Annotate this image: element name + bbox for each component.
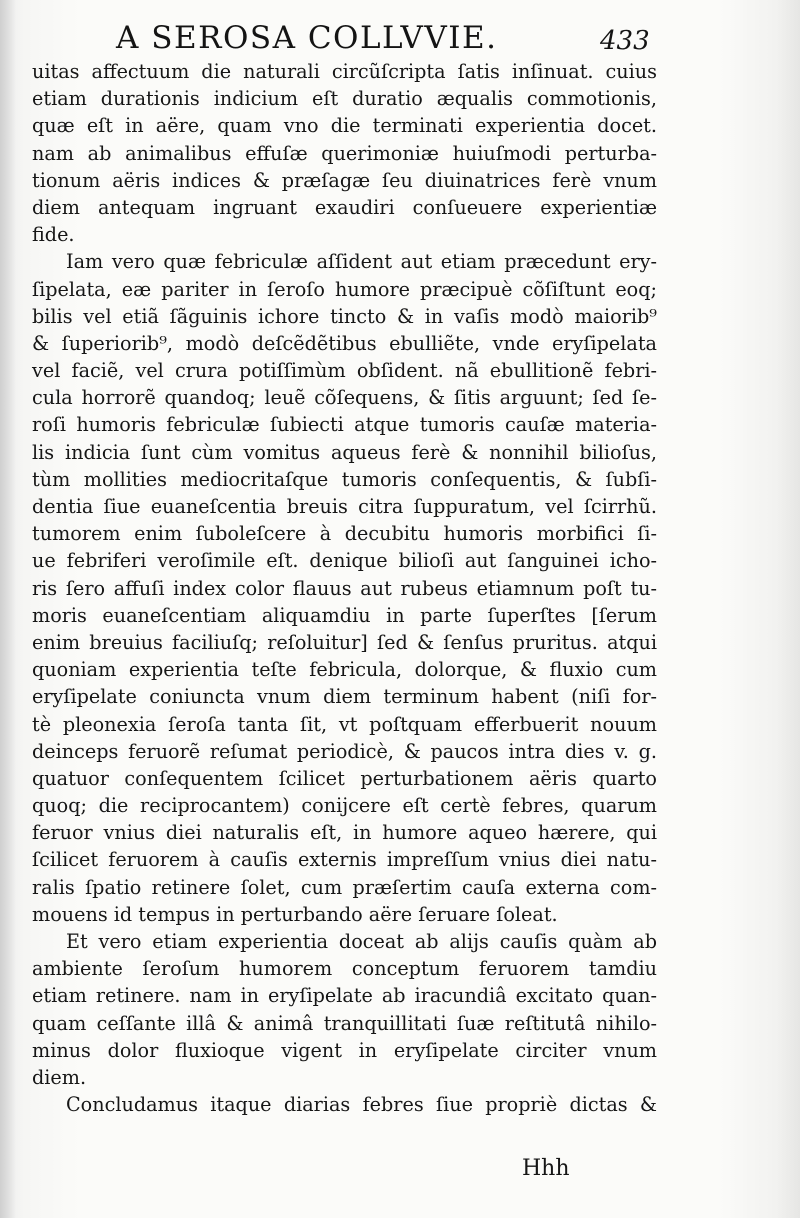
text-line: & ſuperiorib⁹, modò deſcẽdẽtibus ebulliẽte, vnde eryſipelata (32, 331, 657, 355)
text-line: ralis ſpatio retinere ſolet, cum præſertim cauſa externa com- (32, 875, 657, 899)
text-line: lis indicia ſunt cùm vomitus aqueus ferè & nonnihil bilioſus, (32, 440, 657, 464)
text-line: etiam durationis indicium eſt duratio æqualis commotionis, (32, 87, 657, 111)
text-line: Concludamus itaque diarias febres ſiue propriè dictas & (66, 1093, 657, 1117)
text-line: roſi humoris febriculæ ſubiecti atque tumoris cauſæ materia- (32, 413, 657, 437)
text-line: cula horrorẽ quandoq; leuẽ cõſequens, & ſitis arguunt; ſed ſe- (32, 386, 657, 410)
text-line: quam ceſſante illâ & animâ tranquillitati ſuæ reſtitutâ nihilo- (32, 1011, 657, 1035)
text-line: bilis vel etiã ſãguinis ichore tincto & in vaſis modò maiorib⁹ (32, 304, 657, 328)
signature-mark: Hhh (522, 1156, 570, 1181)
page-number: 433 (600, 26, 650, 56)
text-line: ris ſero affuſi index color flauus aut rubeus etiamnum poſt tu- (32, 576, 657, 600)
text-line: diem. (32, 1065, 87, 1089)
text-line: quoniam experientia teſte febricula, dolorque, & fluxio cum (32, 658, 657, 682)
text-line: dentia ſiue euaneſcentia breuis citra ſuppuratum, vel ſcirrhũ. (32, 495, 657, 518)
text-line: vel faciẽ, vel crura potiſſimùm obſident. nã ebullitionẽ febri- (32, 359, 657, 383)
text-line: minus dolor fluxioque vigent in eryſipelate circiter vnum (32, 1038, 657, 1062)
text-line: eryſipelate coniuncta vnum diem terminum habent (niſi for- (32, 685, 657, 709)
page-header (0, 20, 800, 60)
page-gutter-shadow (0, 0, 16, 1218)
text-line: nam ab animalibus effuſæ querimoniæ huiuſmodi perturba- (32, 141, 657, 165)
text-line: ue febriferi veroſimile eſt. denique bilioſi aut ſanguinei icho- (32, 549, 657, 573)
text-line: Et vero etiam experientia doceat ab alijs cauſis quàm ab (66, 930, 657, 953)
text-line: quoq; die reciprocantem) conijcere eſt certè febres, quarum (32, 794, 657, 818)
text-line: enim breuius faciliuſq; reſoluitur] ſed & ſenſus pruritus. atqui (32, 630, 657, 654)
text-line: ſcilicet feruorem à cauſis externis impreſſum vnius diei natu- (32, 848, 657, 872)
text-line: quæ eſt in aëre, quam vno die terminati experientia docet. (32, 114, 657, 138)
text-line: ſipelata, eæ pariter in ſeroſo humore præcipuè cõſiſtunt eoq; (32, 277, 657, 301)
page-footer (0, 1156, 800, 1190)
text-line: ambiente ſeroſum humorem conceptum feruorem tamdiu (32, 957, 657, 981)
text-line: quatuor conſequentem ſcilicet perturbationem aëris quarto (32, 766, 657, 790)
text-line: etiam retinere. nam in eryſipelate ab iracundiâ excitato quan- (32, 984, 657, 1008)
text-line: feruor vnius diei naturalis eſt, in humore aqueo hærere, qui (32, 821, 657, 845)
text-line: tionum aëris indices & præſagæ ſeu diuinatrices ferè vnum (32, 168, 657, 192)
text-line: moris euaneſcentiam aliquamdiu in parte ſuperſtes [ſerum (32, 603, 657, 627)
text-line: diem antequam ingruant exaudiri conſueuere experientiæ (32, 195, 657, 219)
text-line: tùm mollities mediocritaſque tumoris conſequentis, & ſubſi- (32, 467, 657, 491)
body-text (32, 58, 657, 1118)
text-line: fide. (32, 223, 75, 247)
text-line: uitas affectuum die naturali circũſcripta ſatis inſinuat. cuius (32, 60, 657, 83)
text-line: deinceps feruorẽ reſumat periodicè, & paucos intra dies v. g. (32, 739, 657, 763)
text-line: tè pleonexia ſeroſa tanta ſit, vt poſtquam efferbuerit nouum (32, 712, 657, 736)
text-line: tumorem enim ſuboleſcere à decubitu humoris morbifici ſi- (32, 522, 657, 546)
text-line: mouens id tempus in perturbando aëre ſeruare ſoleat. (32, 902, 558, 926)
running-title: A SEROSA COLLVVIE. (116, 20, 498, 56)
text-line: Iam vero quæ febriculæ aſſident aut etiam præcedunt ery- (66, 250, 657, 274)
